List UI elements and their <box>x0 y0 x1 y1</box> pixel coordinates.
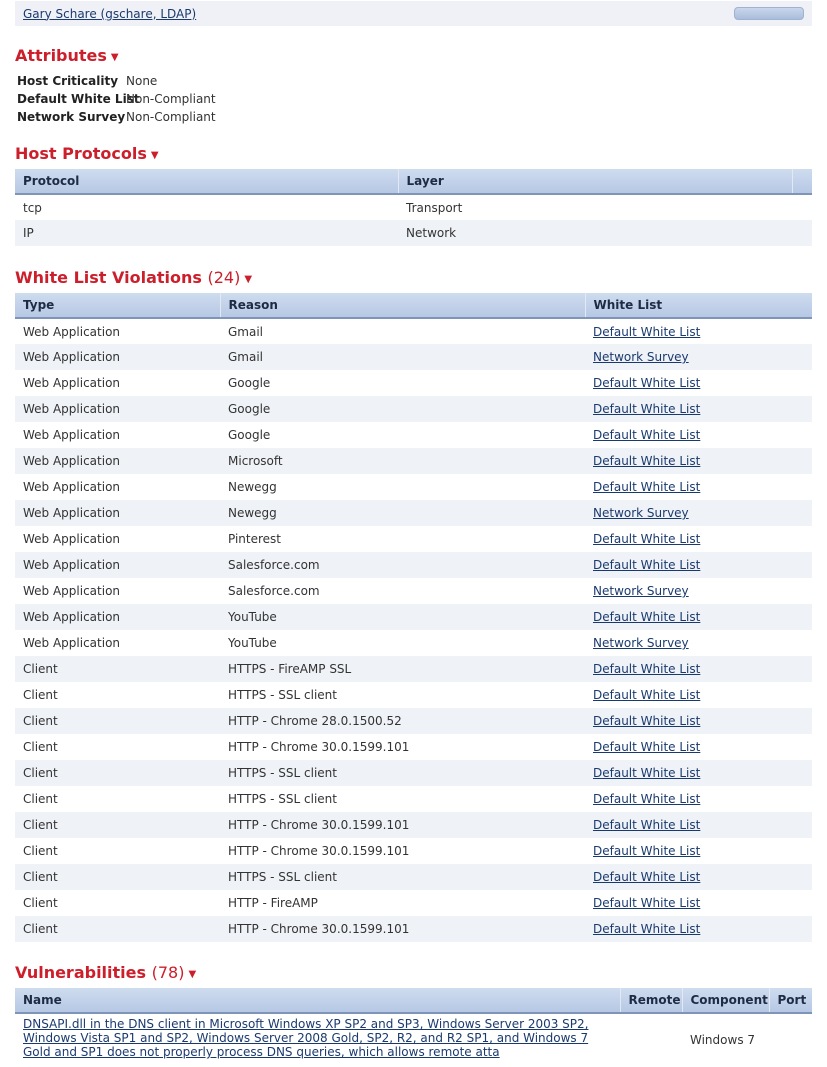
white-list-cell <box>585 370 812 396</box>
white-list-link[interactable]: Default White List <box>593 558 701 572</box>
table-row <box>15 656 812 682</box>
reason-cell: YouTube <box>220 630 585 656</box>
reason-cell: HTTPS - SSL client <box>220 786 585 812</box>
type-cell: Client <box>15 916 220 942</box>
attribute-row <box>17 90 216 108</box>
white-list-link[interactable]: Network Survey <box>593 636 689 650</box>
white-list-violations-title-text: White List Violations <box>15 268 202 287</box>
white-list-link[interactable]: Network Survey <box>593 584 689 598</box>
white-list-violations-count: (24) <box>207 268 241 287</box>
white-list-cell <box>585 526 812 552</box>
reason-cell: HTTPS - FireAMP SSL <box>220 656 585 682</box>
type-cell: Client <box>15 864 220 890</box>
reason-cell: Google <box>220 396 585 422</box>
reason-cell: HTTP - Chrome 30.0.1599.101 <box>220 916 585 942</box>
vulnerabilities-section-title[interactable] <box>15 963 196 985</box>
column-header-remote[interactable]: Remote <box>620 988 682 1013</box>
reason-cell: HTTPS - SSL client <box>220 864 585 890</box>
column-header-port[interactable]: Port <box>769 988 812 1013</box>
type-cell: Client <box>15 656 220 682</box>
attribute-value: None <box>126 74 158 88</box>
caret-down-icon[interactable]: ▼ <box>244 274 253 285</box>
reason-cell: HTTP - Chrome 28.0.1500.52 <box>220 708 585 734</box>
reason-cell: Gmail <box>220 318 585 344</box>
type-cell: Web Application <box>15 552 220 578</box>
user-link[interactable]: Gary Schare (gschare, LDAP) <box>23 6 197 21</box>
column-header-layer[interactable]: Layer <box>398 169 792 194</box>
white-list-link[interactable]: Default White List <box>593 662 701 676</box>
type-cell: Client <box>15 682 220 708</box>
table-row <box>15 194 812 220</box>
reason-cell: Newegg <box>220 474 585 500</box>
white-list-link[interactable]: Default White List <box>593 714 701 728</box>
table-header-row <box>15 988 812 1013</box>
type-cell: Web Application <box>15 578 220 604</box>
white-list-violations-table <box>15 293 812 942</box>
table-row <box>15 220 812 246</box>
white-list-cell <box>585 500 812 526</box>
table-row <box>15 318 812 344</box>
table-header-row <box>15 169 812 194</box>
type-cell: Client <box>15 812 220 838</box>
white-list-link[interactable]: Default White List <box>593 740 701 754</box>
vulnerability-name-cell <box>15 1013 620 1065</box>
white-list-cell <box>585 422 812 448</box>
type-cell: Web Application <box>15 500 220 526</box>
table-row <box>15 526 812 552</box>
type-cell: Client <box>15 760 220 786</box>
white-list-cell <box>585 708 812 734</box>
table-row <box>15 630 812 656</box>
table-row <box>15 578 812 604</box>
white-list-cell <box>585 604 812 630</box>
white-list-link[interactable]: Default White List <box>593 532 701 546</box>
type-cell: Web Application <box>15 604 220 630</box>
reason-cell: Salesforce.com <box>220 578 585 604</box>
table-row <box>15 838 812 864</box>
type-cell: Client <box>15 890 220 916</box>
white-list-cell <box>585 890 812 916</box>
attribute-key: Default White List <box>17 92 140 106</box>
table-row <box>15 1013 812 1065</box>
white-list-link[interactable]: Network Survey <box>593 350 689 364</box>
host-protocols-table <box>15 169 812 246</box>
white-list-cell <box>585 578 812 604</box>
reason-cell: Google <box>220 422 585 448</box>
column-header-reason[interactable]: Reason <box>220 293 585 318</box>
vulnerabilities-table <box>15 988 812 1065</box>
attribute-key: Network Survey <box>17 110 126 124</box>
white-list-link[interactable]: Default White List <box>593 922 701 936</box>
layer-cell: Network <box>398 220 812 246</box>
white-list-link[interactable]: Default White List <box>593 792 701 806</box>
protocol-cell: IP <box>15 220 398 246</box>
white-list-link[interactable]: Network Survey <box>593 506 689 520</box>
reason-cell: Pinterest <box>220 526 585 552</box>
table-row <box>15 474 812 500</box>
table-row <box>15 760 812 786</box>
white-list-link[interactable]: Default White List <box>593 870 701 884</box>
white-list-cell <box>585 786 812 812</box>
table-row <box>15 344 812 370</box>
type-cell: Web Application <box>15 396 220 422</box>
type-cell: Client <box>15 786 220 812</box>
type-cell: Web Application <box>15 318 220 344</box>
table-row <box>15 682 812 708</box>
vulnerabilities-title-text: Vulnerabilities <box>15 963 147 982</box>
attributes-title-text: Attributes <box>15 46 107 65</box>
type-cell: Web Application <box>15 370 220 396</box>
reason-cell: Gmail <box>220 344 585 370</box>
column-header-white-list[interactable]: White List <box>585 293 812 318</box>
type-cell: Web Application <box>15 630 220 656</box>
reason-cell: Newegg <box>220 500 585 526</box>
type-cell: Web Application <box>15 344 220 370</box>
user-bar <box>15 1 812 26</box>
reason-cell: HTTP - Chrome 30.0.1599.101 <box>220 812 585 838</box>
caret-down-icon[interactable]: ▼ <box>188 969 197 980</box>
white-list-link[interactable]: Default White List <box>593 324 701 339</box>
port-cell <box>769 1013 812 1065</box>
type-cell: Web Application <box>15 526 220 552</box>
column-header-spacer <box>792 169 812 194</box>
reason-cell: HTTP - Chrome 30.0.1599.101 <box>220 734 585 760</box>
attribute-row <box>17 108 216 126</box>
table-row <box>15 890 812 916</box>
host-protocols-section-title[interactable] <box>15 144 159 166</box>
action-pill-button[interactable] <box>734 7 804 20</box>
protocol-cell: tcp <box>15 194 398 220</box>
column-header-type[interactable]: Type <box>15 293 220 318</box>
table-row <box>15 786 812 812</box>
remote-cell <box>620 1013 682 1065</box>
table-row <box>15 812 812 838</box>
attribute-key: Host Criticality <box>17 74 119 88</box>
table-row <box>15 864 812 890</box>
table-header-row <box>15 293 812 318</box>
table-row <box>15 604 812 630</box>
white-list-link[interactable]: Default White List <box>593 818 701 832</box>
attribute-value: Non-Compliant <box>126 92 216 106</box>
type-cell: Client <box>15 708 220 734</box>
white-list-violations-section-title[interactable] <box>15 268 252 290</box>
vulnerabilities-count: (78) <box>151 963 185 982</box>
caret-down-icon[interactable]: ▼ <box>150 150 159 161</box>
attributes-section-title[interactable] <box>15 46 119 68</box>
white-list-cell <box>585 916 812 942</box>
component-cell: Windows 7 <box>682 1013 769 1065</box>
reason-cell: Google <box>220 370 585 396</box>
host-protocols-title-text: Host Protocols <box>15 144 147 163</box>
attributes-list <box>17 72 216 126</box>
type-cell: Web Application <box>15 422 220 448</box>
caret-down-icon[interactable]: ▼ <box>110 52 119 63</box>
white-list-link[interactable]: Default White List <box>593 428 701 442</box>
white-list-cell <box>585 734 812 760</box>
reason-cell: Microsoft <box>220 448 585 474</box>
type-cell: Web Application <box>15 448 220 474</box>
white-list-link[interactable]: Default White List <box>593 402 701 416</box>
white-list-cell <box>585 760 812 786</box>
white-list-cell <box>585 552 812 578</box>
table-row <box>15 422 812 448</box>
type-cell: Web Application <box>15 474 220 500</box>
white-list-link[interactable]: Default White List <box>593 376 701 390</box>
white-list-cell <box>585 344 812 370</box>
white-list-link[interactable]: Default White List <box>593 480 701 494</box>
white-list-link[interactable]: Default White List <box>593 766 701 780</box>
white-list-cell <box>585 838 812 864</box>
table-row <box>15 552 812 578</box>
white-list-link[interactable]: Default White List <box>593 610 701 624</box>
layer-cell: Transport <box>398 194 812 220</box>
table-row <box>15 734 812 760</box>
reason-cell: YouTube <box>220 604 585 630</box>
white-list-cell <box>585 864 812 890</box>
white-list-cell <box>585 474 812 500</box>
white-list-link[interactable]: Default White List <box>593 688 701 702</box>
white-list-cell <box>585 656 812 682</box>
column-header-protocol[interactable]: Protocol <box>15 169 398 194</box>
table-row <box>15 916 812 942</box>
table-row <box>15 396 812 422</box>
white-list-cell <box>585 812 812 838</box>
type-cell: Client <box>15 734 220 760</box>
reason-cell: Salesforce.com <box>220 552 585 578</box>
column-header-name[interactable]: Name <box>15 988 620 1013</box>
table-row <box>15 500 812 526</box>
attribute-value: Non-Compliant <box>126 110 216 124</box>
reason-cell: HTTP - Chrome 30.0.1599.101 <box>220 838 585 864</box>
white-list-cell <box>585 448 812 474</box>
white-list-cell <box>585 318 812 344</box>
vulnerability-link[interactable]: DNSAPI.dll in the DNS client in Microsoft Windows XP SP2 and SP3, Windows Server 2003 SP2, Windows Vista SP1 and SP2, Windows Server 2008 Gold, SP2, R2, and R2 SP1, and Windows 7 Gold and SP1 does not properly process DNS queries, which allows remote atta <box>23 1017 589 1059</box>
reason-cell: HTTP - FireAMP <box>220 890 585 916</box>
white-list-cell <box>585 630 812 656</box>
attribute-row <box>17 72 216 90</box>
white-list-cell <box>585 682 812 708</box>
table-row <box>15 708 812 734</box>
reason-cell: HTTPS - SSL client <box>220 760 585 786</box>
white-list-link[interactable]: Default White List <box>593 896 701 910</box>
reason-cell: HTTPS - SSL client <box>220 682 585 708</box>
table-row <box>15 370 812 396</box>
white-list-link[interactable]: Default White List <box>593 844 701 858</box>
column-header-component[interactable]: Component <box>682 988 769 1013</box>
white-list-link[interactable]: Default White List <box>593 454 701 468</box>
type-cell: Client <box>15 838 220 864</box>
table-row <box>15 448 812 474</box>
white-list-cell <box>585 396 812 422</box>
